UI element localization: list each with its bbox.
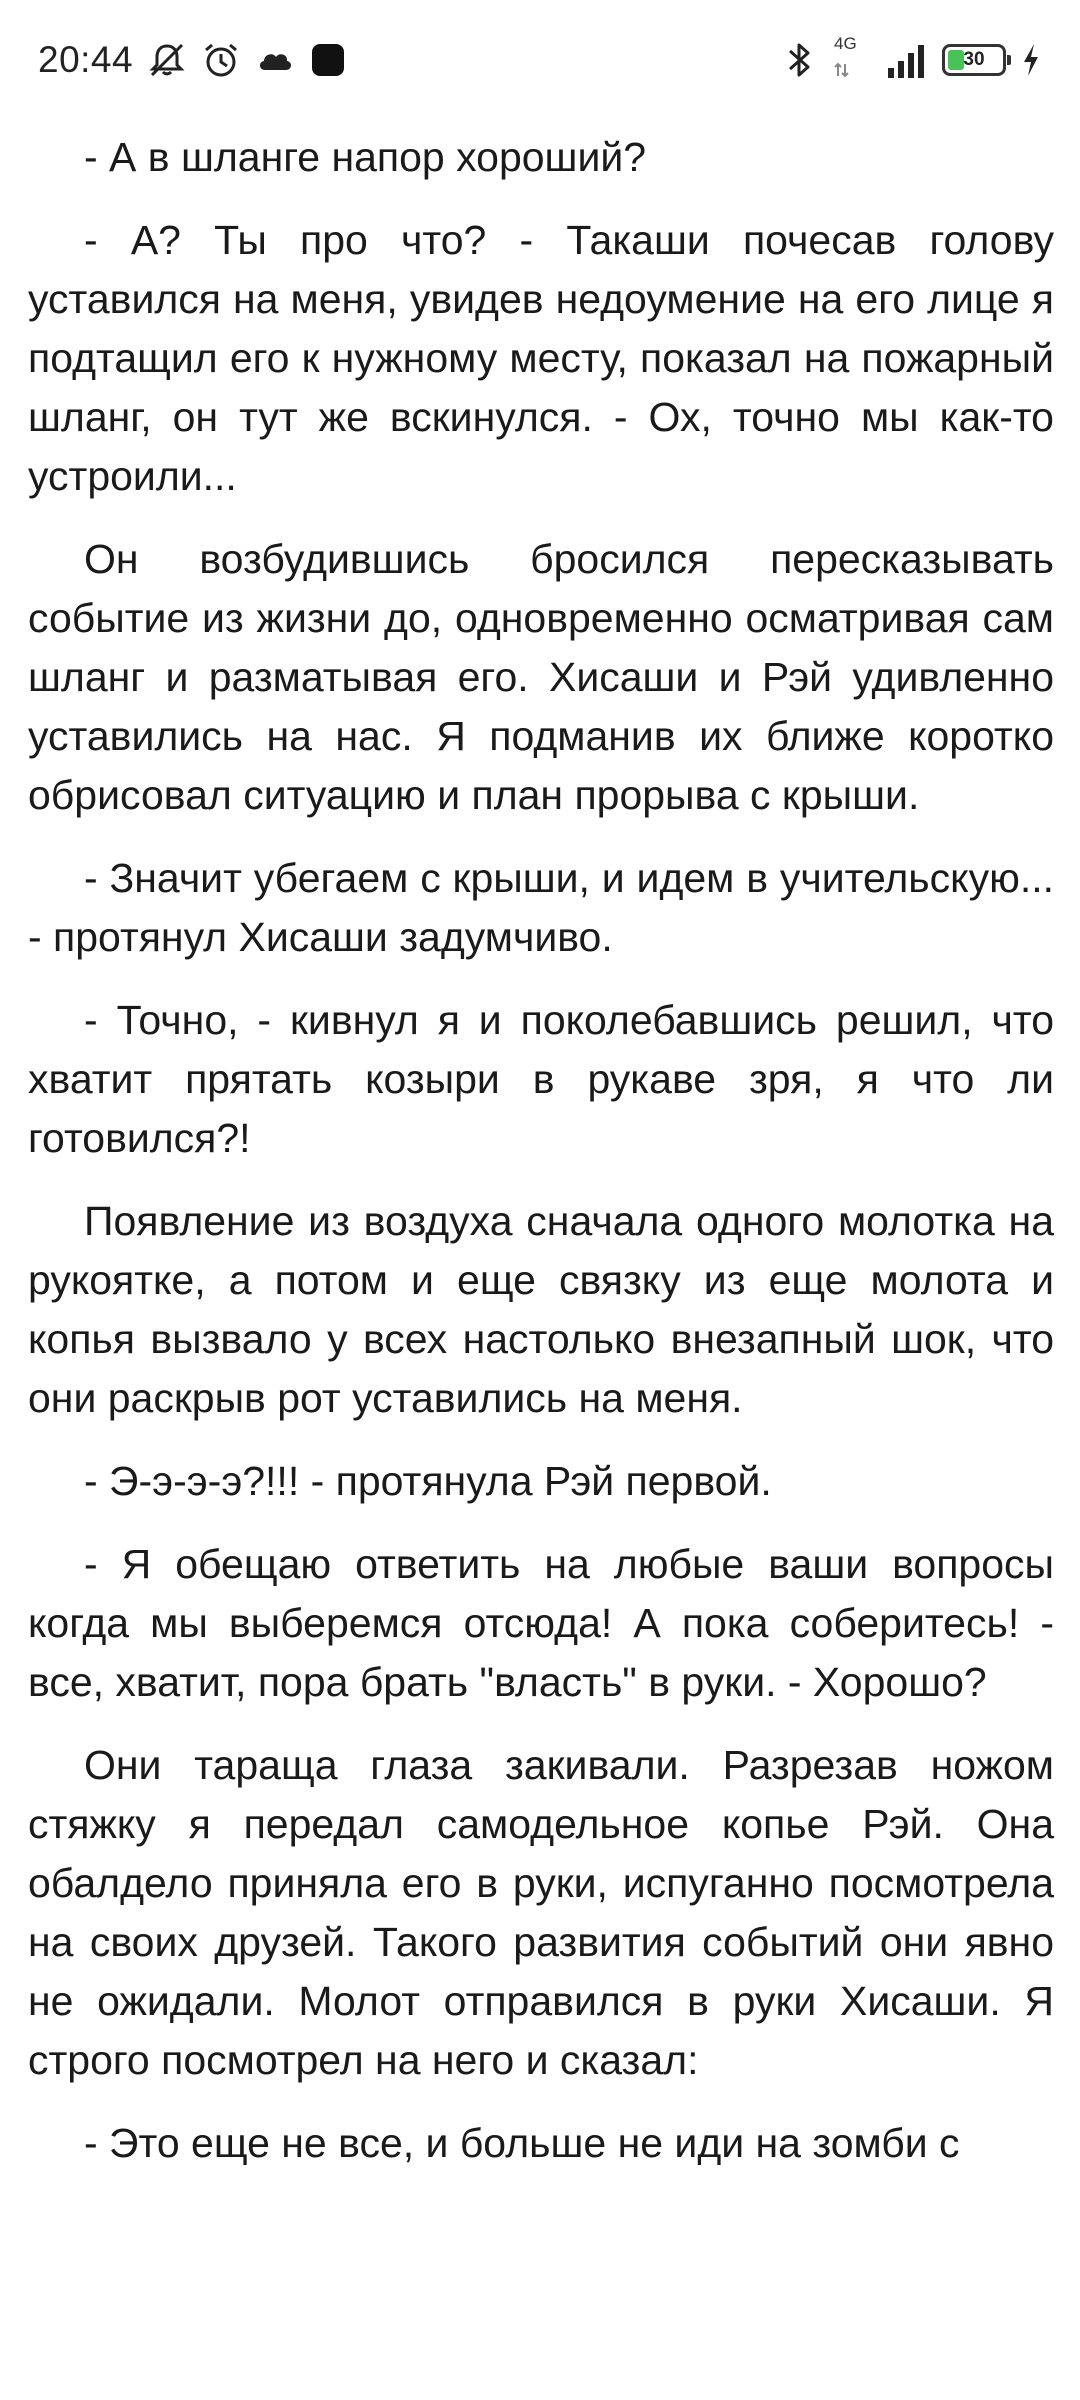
signal-icon (886, 40, 928, 80)
paragraph: Появление из воздуха сначала одного молотка на рукоятке, а потом и еще связку из еще молота и копья вызвало у всех настолько внезапный шок, что они раскрыв рот уставились на меня. (28, 1198, 1054, 1421)
charging-icon (1020, 40, 1042, 80)
paragraph: Он возбудившись бросился пересказывать событие из жизни до, одновременно осматривая сам шланг и разматывая его. Хисаши и Рэй удивленно уставились на нас. Я подманив их ближе коротко обрисовал ситуацию и план прорыва с крыши. (28, 536, 1054, 818)
reader-text-area[interactable] (28, 128, 1054, 2197)
alarm-icon (201, 40, 241, 80)
status-right (782, 34, 1042, 81)
network-type-label (832, 34, 872, 80)
status-left (38, 39, 347, 81)
paragraph: - Точно, - кивнул я и поколебавшись решил, что хватит прятать козыри в рукаве зря, я что ли готовился?! (28, 997, 1054, 1161)
cloud-icon (255, 40, 295, 80)
paragraph: - Это еще не все, и больше не иди на зомби с (84, 2120, 960, 2166)
bluetooth-icon (782, 39, 818, 81)
battery-fill (948, 50, 964, 70)
paragraph: - Э-э-э-э?!!! - протянула Рэй первой. (84, 1458, 772, 1504)
paragraph: - Значит убегаем с крыши, и идем в учительскую... - протянул Хисаши задумчиво. (28, 855, 1054, 960)
battery-icon (942, 44, 1006, 76)
status-bar (0, 0, 1080, 120)
status-time: 20:44 (38, 39, 134, 80)
paragraph: Они тараща глаза закивали. Разрезав ножом стяжку я передал самодельное копье Рэй. Она обалдело приняла его в руки, испуганно посмотрела на своих друзей. Такого развития событий они явно не ожидали. Молот отправился в руки Хисаши. Я строго посмотрел на него и сказал: (28, 1742, 1054, 2083)
paragraph: - А? Ты про что? - Такаши почесав голову уставился на меня, увидев недоумение на его лице я подтащил его к нужному месту, показал на пожарный шланг, он тут же вскинулся. - Ох, точно мы как-то устроили... (28, 217, 1054, 499)
app-square-icon (309, 41, 347, 79)
network-type-text: 4G (834, 34, 857, 53)
paragraph: - А в шланге напор хороший? (84, 134, 647, 180)
paragraph: - Я обещаю ответить на любые ваши вопросы когда мы выберемся отсюда! А пока соберитесь! - все, хватит, пора брать "власть" в руки. - Хорошо? (28, 1541, 1054, 1705)
battery-level: 30 (963, 49, 985, 70)
mute-icon (147, 40, 187, 80)
